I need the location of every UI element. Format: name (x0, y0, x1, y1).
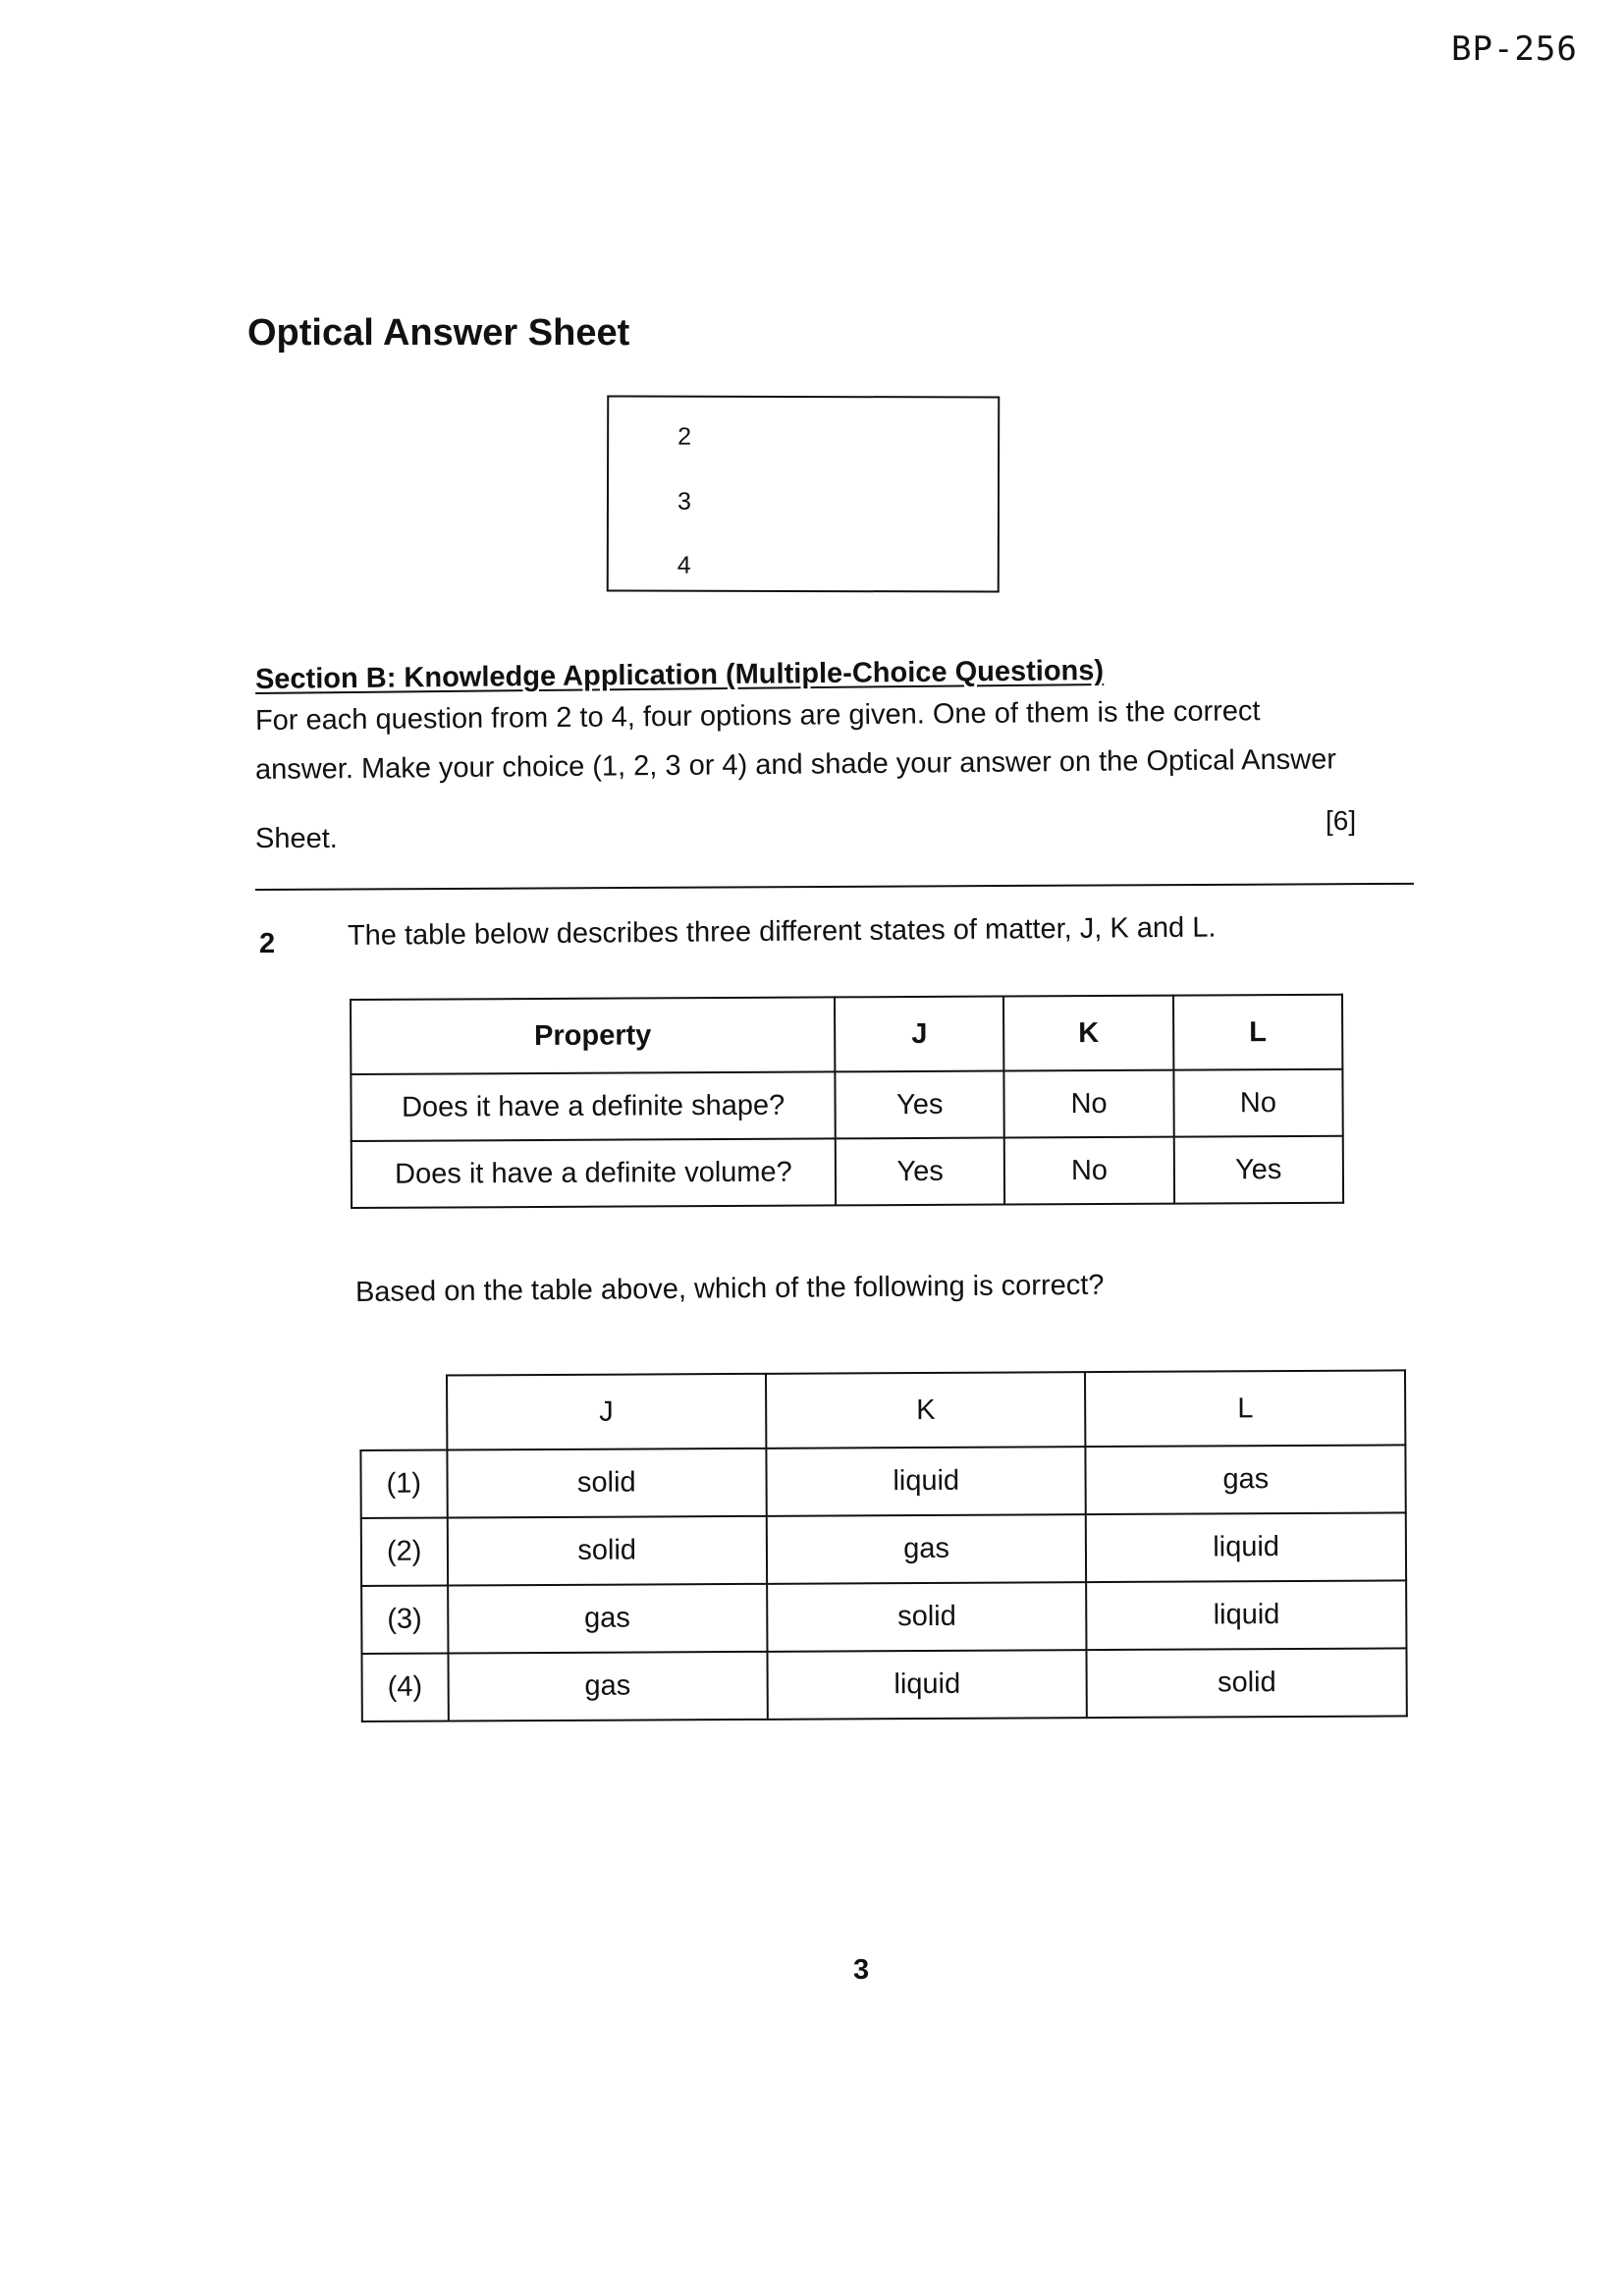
table-row (352, 1136, 1343, 1208)
follow-up-question: Based on the table above, which of the following is correct? (354, 1269, 1105, 1308)
question-number: 2 (259, 928, 276, 959)
table-header-row (351, 995, 1342, 1074)
table-header-cell: L (1173, 995, 1343, 1070)
answer-sheet-title: Optical Answer Sheet (247, 312, 630, 354)
table-cell: solid (767, 1582, 1087, 1652)
option-label: (2) (361, 1518, 448, 1586)
table-cell: No (1173, 1069, 1343, 1137)
table-row (361, 1648, 1406, 1722)
table-cell: solid (1087, 1648, 1407, 1718)
table-cell: liquid (1086, 1512, 1406, 1582)
table-cell: No (1004, 1137, 1174, 1205)
options-table (359, 1369, 1408, 1722)
option-label: (3) (361, 1586, 448, 1654)
table-cell: gas (1086, 1445, 1406, 1514)
table-cell: gas (448, 1584, 768, 1654)
table-row (361, 1512, 1406, 1586)
table-row (351, 1069, 1342, 1141)
table-cell: solid (447, 1516, 767, 1586)
instruction-line: answer. Make your choice (1, 2, 3 or 4) and shade your answer on the Optical Answer (254, 743, 1337, 786)
table-header-cell: K (1003, 996, 1173, 1071)
table-cell: No (1004, 1070, 1174, 1138)
table-header-cell: J (835, 997, 1004, 1072)
table-header-cell: J (447, 1374, 767, 1450)
table-cell: liquid (767, 1650, 1087, 1720)
section-divider (255, 883, 1414, 891)
question-text: The table below describes three different states of matter, J, K and L. (347, 911, 1217, 952)
page-number: 3 (853, 1954, 870, 1986)
table-header-cell: L (1085, 1370, 1405, 1447)
table-header-cell: K (766, 1372, 1086, 1449)
answer-box-number: 3 (677, 487, 691, 516)
document-code: BP-256 (1451, 29, 1578, 69)
table-row (360, 1445, 1405, 1518)
table-cell: liquid (766, 1447, 1086, 1516)
answer-box-number: 2 (677, 422, 692, 451)
table-cell: solid (447, 1449, 767, 1518)
table-cell: Does it have a definite shape? (351, 1071, 835, 1141)
table-corner-cell (360, 1376, 447, 1450)
property-table (350, 994, 1344, 1209)
marks-label: [6] (1326, 805, 1357, 836)
table-cell: liquid (1087, 1580, 1407, 1650)
answer-box-number: 4 (677, 551, 691, 579)
table-header-row (360, 1370, 1405, 1450)
option-label: (1) (360, 1450, 447, 1518)
instruction-line: For each question from 2 to 4, four options are given. One of them is the correct (254, 695, 1261, 737)
instruction-line: Sheet. (255, 823, 338, 854)
optical-answer-box (607, 395, 1001, 592)
table-cell: Yes (835, 1071, 1004, 1139)
option-label: (4) (361, 1654, 448, 1722)
table-cell: Yes (1173, 1136, 1343, 1204)
table-cell: Yes (836, 1138, 1005, 1206)
table-cell: gas (767, 1514, 1087, 1584)
table-header-cell: Property (351, 997, 835, 1074)
section-heading: Section B: Knowledge Application (Multiple-Choice Questions) (254, 654, 1105, 695)
table-row (361, 1580, 1406, 1654)
table-cell: gas (448, 1652, 768, 1722)
table-cell: Does it have a definite volume? (352, 1138, 836, 1208)
